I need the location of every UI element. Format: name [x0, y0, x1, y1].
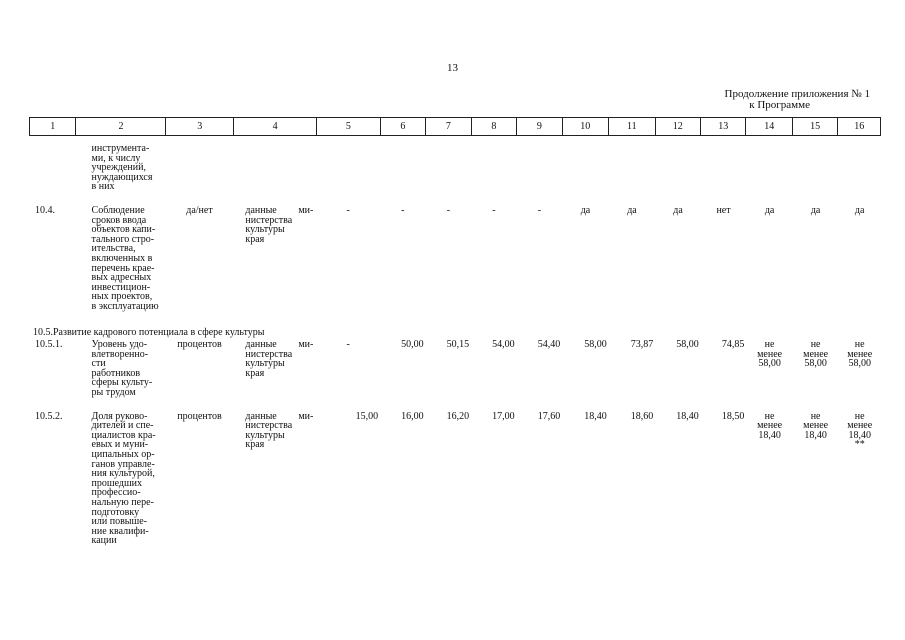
- source-first-line: данные ми-: [245, 339, 314, 351]
- table-row: [29, 340, 881, 398]
- column-number-header: [29, 117, 881, 136]
- header-col-2: 2: [76, 118, 166, 136]
- appendix-caption: [660, 89, 870, 111]
- value-cell: не менее 18,40 **: [847, 410, 873, 451]
- value-cell: не менее 58,00: [803, 339, 829, 370]
- value-cell: -: [446, 204, 451, 216]
- value-cell: 54,40: [537, 339, 561, 351]
- value-cell: 15,00: [355, 410, 379, 422]
- value-cell: 18,40: [676, 410, 699, 422]
- value-cell: 50,15: [446, 339, 470, 351]
- source-cell: [233, 206, 316, 312]
- indicator-table: [29, 144, 881, 546]
- row-number: 10.5.1.: [35, 339, 63, 351]
- value-cell: не менее 58,00: [757, 339, 783, 370]
- indicator-name: Уровень удо- влетворенно- сти работников сферы культу- ры трудом: [91, 339, 153, 399]
- header-col-5: 5: [317, 118, 381, 136]
- header-col-4: 4: [234, 118, 317, 136]
- header-col-8: 8: [471, 118, 516, 136]
- row-number: 10.4.: [35, 204, 55, 216]
- header-col-14: 14: [746, 118, 792, 136]
- value-cell: 50,00: [401, 339, 424, 351]
- unit-cell: процентов: [177, 339, 222, 351]
- value-cell: 17,60: [537, 410, 561, 422]
- source-cell: [233, 340, 316, 398]
- value-cell: -: [346, 339, 350, 351]
- value-cell: 17,00: [492, 410, 515, 422]
- value-cell: 54,00: [492, 339, 515, 351]
- unit-cell: процентов: [177, 410, 222, 422]
- value-cell: 18,40: [584, 410, 607, 422]
- source-first-line: данные ми-: [245, 410, 314, 422]
- value-cell: да: [580, 204, 591, 216]
- indicator-name: Доля руково- дителей и спе- циалистов кра- евых и муни- ципальных ор- ганов управле- ния культурой, прошедших профессио- нальную пере- подготовку или повыше- ние квалифи- кации: [91, 410, 156, 547]
- source-cell: [233, 412, 316, 546]
- value-cell: да: [764, 204, 775, 216]
- table-row: [29, 412, 881, 546]
- continued-text: инструмента- ми, к числу учреждений, нуждающихся в них: [91, 143, 153, 193]
- source-rest: нистерства культуры края: [245, 214, 293, 245]
- header-col-12: 12: [655, 118, 700, 136]
- section-title: 10.5.Развитие кадрового потенциала в сфере культуры: [33, 326, 265, 338]
- value-cell: не менее 58,00: [847, 339, 873, 370]
- header-col-10: 10: [562, 118, 608, 136]
- table-row: [29, 206, 881, 312]
- header-col-13: 13: [700, 118, 745, 136]
- value-cell: да: [854, 204, 865, 216]
- header-col-3: 3: [166, 118, 234, 136]
- header-col-6: 6: [380, 118, 425, 136]
- header-col-7: 7: [426, 118, 471, 136]
- header-col-9: 9: [517, 118, 562, 136]
- value-cell: 58,00: [676, 339, 699, 351]
- page-number: 13: [447, 62, 458, 74]
- value-cell: не менее 18,40: [757, 410, 783, 441]
- header-col-11: 11: [609, 118, 655, 136]
- source-rest: нистерства культуры края: [245, 348, 293, 379]
- value-cell: 18,60: [630, 410, 654, 422]
- header-col-16: 16: [838, 118, 881, 136]
- indicator-name: Соблюдение сроков ввода объектов капи- тального стро- ительства, включенных в перечень крае- вых адресных инвестицион- ных проектов, в эксплуатацию: [91, 204, 159, 312]
- value-cell: -: [401, 204, 405, 216]
- table-row: [29, 144, 881, 192]
- value-cell: 16,00: [401, 410, 424, 422]
- value-cell: -: [537, 204, 542, 216]
- source-first-line: данные ми-: [245, 204, 314, 216]
- value-cell: да: [673, 204, 683, 216]
- value-cell: да: [810, 204, 821, 216]
- value-cell: -: [346, 204, 350, 216]
- header-col-15: 15: [792, 118, 837, 136]
- source-rest: нистерства культуры края: [245, 420, 293, 451]
- value-cell: не менее 18,40: [803, 410, 829, 441]
- value-cell: 74,85: [721, 339, 745, 351]
- table-row: [29, 326, 881, 341]
- value-cell: 58,00: [584, 339, 607, 351]
- unit-cell: да/нет: [186, 204, 213, 216]
- value-cell: 18,50: [721, 410, 745, 422]
- row-number: 10.5.2.: [35, 410, 63, 422]
- value-cell: -: [492, 204, 496, 216]
- appendix-line-1: Продолжение приложения № 1: [724, 88, 870, 100]
- value-cell: 16,20: [446, 410, 470, 422]
- appendix-line-2: к Программе: [749, 99, 810, 111]
- value-cell: да: [627, 204, 637, 216]
- header-col-1: 1: [30, 118, 76, 136]
- value-cell: нет: [716, 204, 731, 216]
- value-cell: 73,87: [630, 339, 654, 351]
